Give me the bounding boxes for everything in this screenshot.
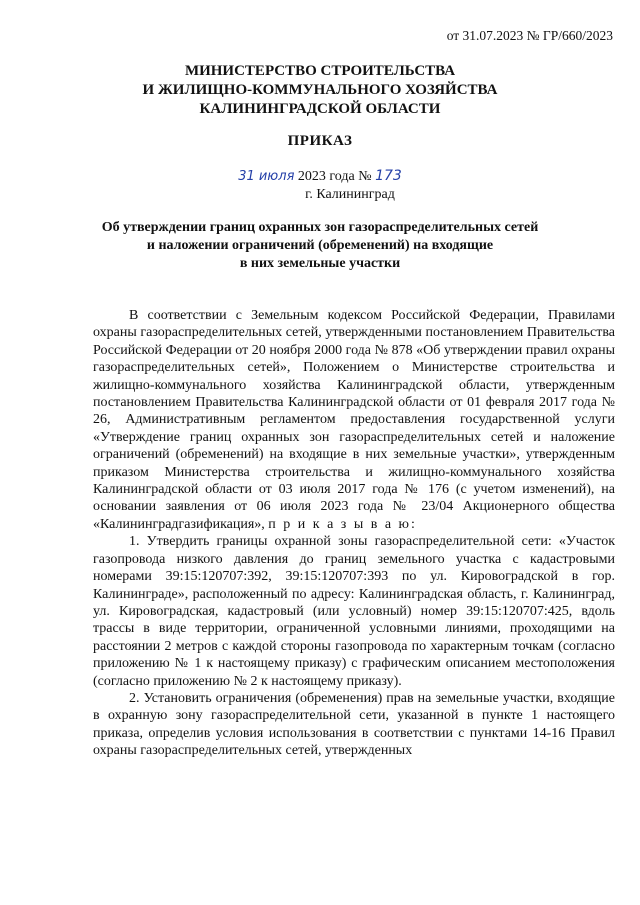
document-body: [93, 307, 615, 760]
item-2-paragraph: 2. Установить ограничения (обременения) прав на земельные участки, входящие в охранную зону газораспределительной сети, указанной в пункте 1 настоящего приказа, определив условия использования в соответствии с пунктами 14-16 Правил охраны газораспределительных сетей, утвержденных: [93, 690, 615, 759]
preamble-text: В соответствии с Земельным кодексом Российской Федерации, Правилами охраны газораспределительных сетей, утвержденными постановлением Правительства Российской Федерации от 20 ноября 2000 года № 878 «Об утверждении правил охраны газораспределительных сетей», Положением о Министерстве строительства и жилищно-коммунального хозяйства Калининградской области, утвержденным постановлением Правительства Калининградской области от 01 февраля 2017 года № 26, Административным регламентом предоставления государственной услуги «Утверждение границ охранных зон газораспределительных сетей и наложение ограничений (обременений) на входящие в них земельные участки», утвержденным приказом Министерства строительства и жилищно-коммунального хозяйства Калининградской области от 03 июля 2017 года № 176 (с учетом изменений), на основании заявления от 06 июля 2023 года № 23/04 Акционерного общества «Калининградгазификация»,: [93, 308, 615, 532]
ministry-line-2: И ЖИЛИЩНО-КОММУНАЛЬНОГО ХОЗЯЙСТВА: [142, 82, 498, 98]
handwritten-date: 31 июля: [238, 169, 295, 184]
registration-reference: от 31.07.2023 № ГР/660/2023: [446, 28, 613, 43]
subject-line-2: и наложении ограничений (обременений) на входящие: [146, 238, 494, 253]
order-word: п р и к а з ы в а ю:: [268, 516, 417, 532]
order-year: 2023 года №: [297, 169, 372, 184]
ministry-line-3: КАЛИНИНГРАДСКОЙ ОБЛАСТИ: [199, 101, 441, 117]
document-type: ПРИКАЗ: [287, 133, 353, 149]
city-name: г. Калининград: [305, 187, 395, 202]
order-date-line: [0, 168, 640, 185]
handwritten-number: 173: [375, 168, 402, 184]
ministry-heading: [0, 62, 640, 119]
ministry-line-1: МИНИСТЕРСТВО СТРОИТЕЛЬСТВА: [184, 63, 456, 79]
subject-line-1: Об утверждении границ охранных зон газораспределительных сетей: [101, 220, 539, 235]
preamble-paragraph: [93, 307, 615, 533]
subject-line-3: в них земельные участки: [239, 256, 401, 271]
order-subject: [80, 219, 560, 273]
item-1-paragraph: 1. Утвердить границы охранной зоны газораспределительной сети: «Участок газопровода низкого давления до границ земельного участка с кадастровыми номерами 39:15:120707:392, 39:15:120707:393 по ул. Кировоградской в гор. Калининграде», расположенный по адресу: Калининградская область, г. Калининград, ул. Кировоградская, кадастровый (или условный) номер 39:15:120707:425, вдоль трассы в виде территории, ограниченной условными линиями, проходящими на расстоянии 2 метров с каждой стороны газопровода по характерным точкам (согласно приложению № 1 к настоящему приказу) с графическим описанием местоположения (согласно приложению № 2 к настоящему приказу).: [93, 534, 615, 689]
